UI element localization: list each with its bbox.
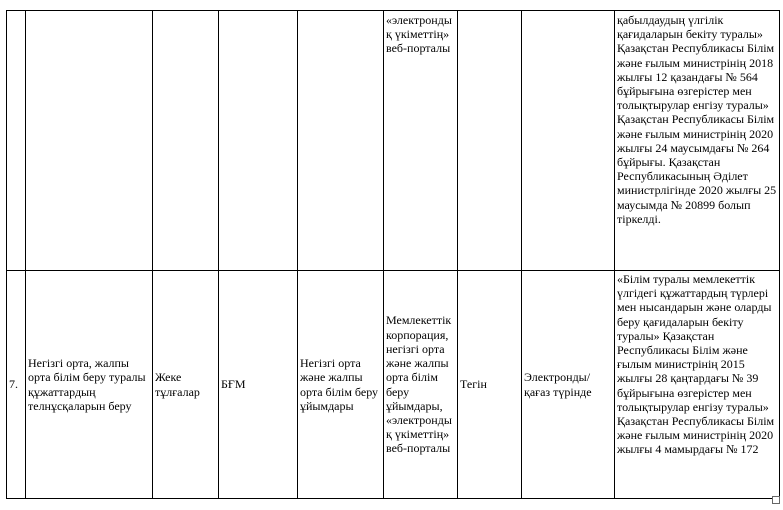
provider-cell: Негізгі орта және жалпы орта білім беру ұйымдары — [298, 271, 384, 499]
cost-cell: Тегін — [458, 271, 522, 499]
service-name-cell — [26, 11, 153, 271]
table-row — [7, 11, 780, 271]
row-number-cell: 7. — [7, 271, 26, 499]
services-table — [6, 10, 780, 499]
ministry-cell: БҒМ — [219, 271, 298, 499]
row-number-cell — [7, 11, 26, 271]
standard-cell: қабылдаудың үлгілік қағидаларын бекіту туралы» Қазақстан Республикасы Білім және ғылым министрінің 2018 жылғы 12 қазандағы № 564 бұйрығына өзгерістер мен толықтырулар енгізу туралы» Қазақстан Республикасы Білім және ғылым министрінің 2020 жылғы 24 маусымдағы № 264 бұйрығы. Қазақстан Республикасының Әділет министрлігінде 2020 жылғы 25 маусымда № 20899 болып тіркелді. — [615, 11, 780, 271]
table-row — [7, 271, 780, 499]
recipient-cell: Жеке тұлғалар — [153, 271, 219, 499]
provider-cell — [298, 11, 384, 271]
table-resize-handle[interactable] — [772, 496, 780, 504]
channels-cell: Мемлекеттік корпорация, негізгі орта және жалпы орта білім беру ұйымдары, «электронды қ үкіметтің» веб-порталы — [384, 271, 458, 499]
form-cell: Электронды/қағаз түрінде — [522, 271, 615, 499]
standard-cell: «Білім туралы мемлекеттік үлгідегі құжаттардың түрлері мен нысандарын және оларды беру қағидаларын бекіту туралы» Қазақстан Республикасы Білім және ғылым министрінің 2015 жылғы 28 қаңтардағы № 39 бұйрығына өзгерістер мен толықтырулар енгізу туралы» Қазақстан Республикасы Білім және ғылым министрінің 2020 жылғы 4 мамырдағы № 172 — [615, 271, 780, 499]
cost-cell — [458, 11, 522, 271]
service-name-cell: Негізгі орта, жалпы орта білім беру туралы құжаттардың телнұсқаларын беру — [26, 271, 153, 499]
form-cell — [522, 11, 615, 271]
channels-cell: «электронды қ үкіметтің» веб-порталы — [384, 11, 458, 271]
ministry-cell — [219, 11, 298, 271]
recipient-cell — [153, 11, 219, 271]
